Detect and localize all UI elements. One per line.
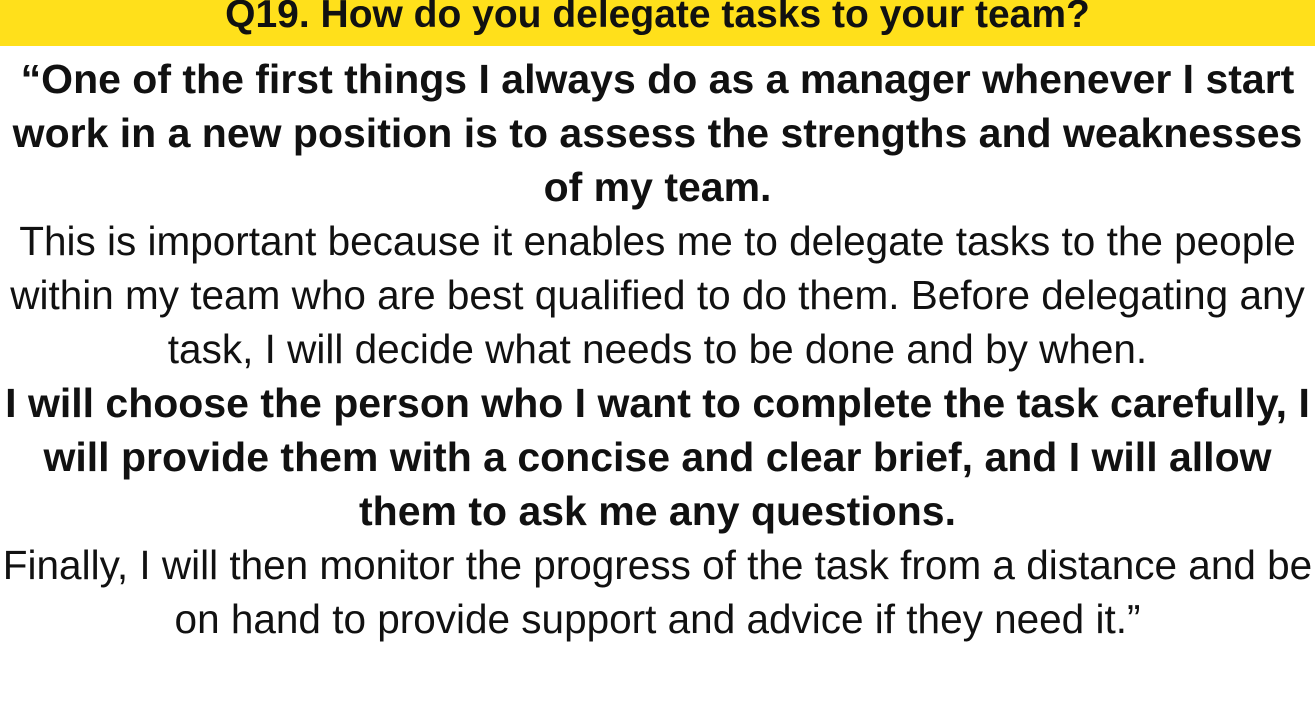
question-title: Q19. How do you delegate tasks to your team? bbox=[225, 0, 1090, 36]
answer-block bbox=[0, 52, 1315, 646]
answer-paragraph-3: I will choose the person who I want to complete the task carefully, I will provide them with a concise and clear brief, and I will allow them to ask me any questions. bbox=[5, 380, 1310, 534]
question-banner bbox=[0, 0, 1315, 46]
answer-paragraph-2: This is important because it enables me to delegate tasks to the people within my team who are best qualified to do them. Before delegating any task, I will decide what needs to be done and by when. bbox=[10, 218, 1305, 372]
answer-paragraph-4: Finally, I will then monitor the progress of the task from a distance and be on hand to provide support and advice if they need it.” bbox=[2, 542, 1313, 642]
answer-paragraph-1: “One of the first things I always do as a manager whenever I start work in a new position is to assess the strengths and weaknesses of my team. bbox=[12, 56, 1303, 210]
